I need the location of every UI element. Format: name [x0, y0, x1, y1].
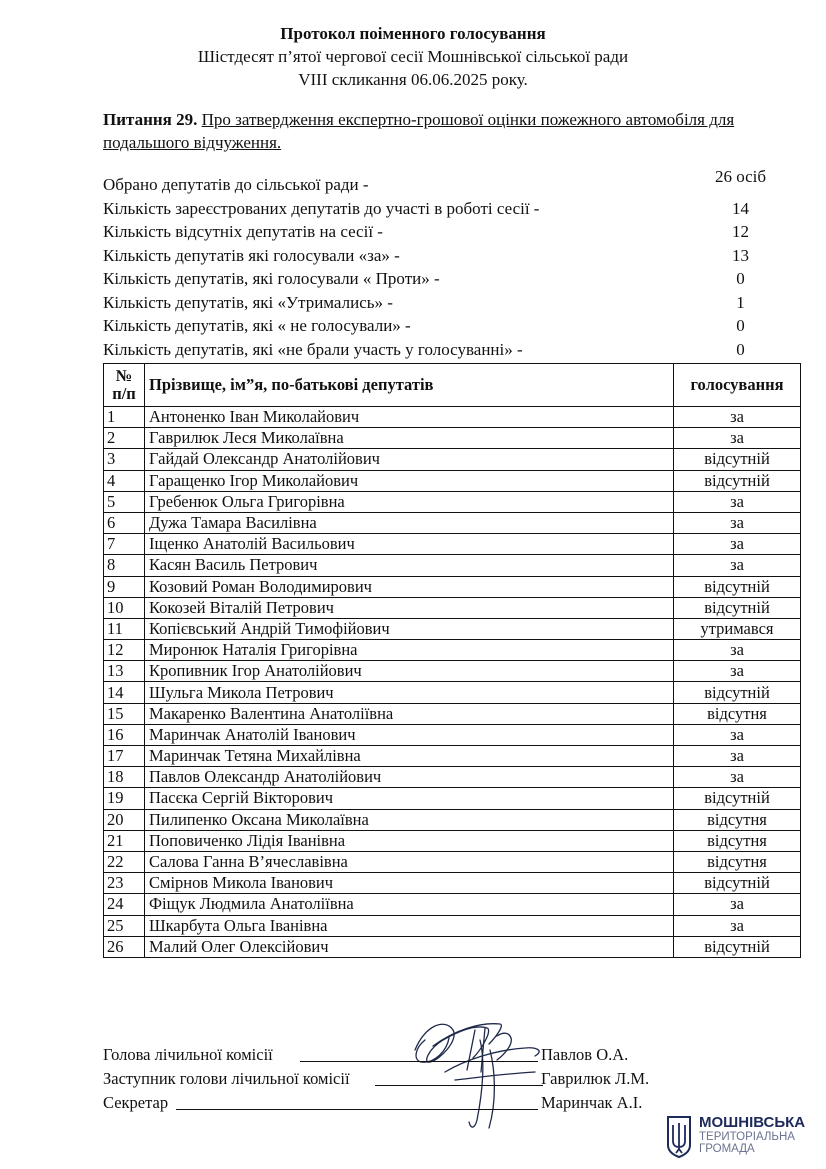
vote-result: за — [674, 555, 801, 576]
vote-result: відсутній — [674, 576, 801, 597]
vote-result: утримався — [674, 618, 801, 639]
signer-role: Секретар — [103, 1093, 169, 1112]
trident-icon — [665, 1115, 693, 1159]
vote-result: відсутній — [674, 449, 801, 470]
vote-statistics — [103, 167, 803, 361]
stat-value: 0 — [736, 339, 745, 359]
table-row — [104, 555, 801, 576]
community-logo — [665, 1113, 815, 1161]
stat-label: Кількість депутатів, які «Утримались» - — [103, 292, 393, 312]
table-row — [104, 915, 801, 936]
deputy-name: Поповиченко Лідія Іванівна — [145, 830, 674, 851]
table-row — [104, 512, 801, 533]
vote-result: відсутній — [674, 873, 801, 894]
row-number: 7 — [104, 534, 145, 555]
stat-value: 0 — [736, 269, 745, 288]
signer-name: Павлов О.А. — [541, 1045, 629, 1064]
vote-result: за — [674, 407, 801, 428]
stat-label: Кількість депутатів, які голосували « Проти» - — [103, 269, 440, 288]
signer-name: Гаврилюк Л.М. — [541, 1069, 650, 1088]
stat-row — [103, 314, 803, 338]
signature-line — [300, 1061, 538, 1062]
deputy-name: Маринчак Тетяна Михайлівна — [145, 746, 674, 767]
deputy-name: Кокозей Віталій Петрович — [145, 597, 674, 618]
deputy-name: Павлов Олександр Анатолійович — [145, 767, 674, 788]
table-row — [104, 661, 801, 682]
vote-result: відсутня — [674, 830, 801, 851]
table-body — [104, 407, 801, 958]
vote-result: за — [674, 640, 801, 661]
stat-label: Кількість депутатів, які « не голосували» - — [103, 316, 411, 335]
document-title: Протокол поіменного голосування — [280, 24, 546, 43]
signature-row — [103, 1091, 703, 1115]
document-header — [0, 22, 826, 91]
stat-value: 13 — [732, 245, 749, 265]
deputy-name: Антоненко Іван Миколайович — [145, 407, 674, 428]
table-row — [104, 724, 801, 745]
table-row — [104, 851, 801, 872]
row-number: 3 — [104, 449, 145, 470]
deputy-name: Малий Олег Олексійович — [145, 936, 674, 957]
table-row — [104, 534, 801, 555]
table-row — [104, 640, 801, 661]
stat-row — [103, 267, 803, 291]
convocation-line: VIII скликання 06.06.2025 року. — [298, 70, 528, 89]
deputy-name: Гребенюк Ольга Григорівна — [145, 491, 674, 512]
row-number: 21 — [104, 830, 145, 851]
row-number: 26 — [104, 936, 145, 957]
table-row — [104, 682, 801, 703]
deputy-name: Іщенко Анатолій Васильович — [145, 534, 674, 555]
logo-line3: ГРОМАДА — [699, 1143, 755, 1155]
deputy-name: Салова Ганна В’ячеславівна — [145, 851, 674, 872]
col-number-header-line2: п/п — [112, 384, 136, 403]
row-number: 18 — [104, 767, 145, 788]
vote-result: за — [674, 894, 801, 915]
col-name-header: Прізвище, ім”я, по-батькові депутатів — [145, 364, 674, 407]
table-row — [104, 597, 801, 618]
signature-line — [375, 1085, 543, 1086]
vote-result: відсутній — [674, 597, 801, 618]
deputy-name: Миронюк Наталія Григорівна — [145, 640, 674, 661]
row-number: 16 — [104, 724, 145, 745]
deputy-name: Гаращенко Ігор Миколайович — [145, 470, 674, 491]
table-row — [104, 830, 801, 851]
deputy-name: Копієвський Андрій Тимофійович — [145, 618, 674, 639]
question-number: Питання 29. — [103, 110, 198, 129]
row-number: 25 — [104, 915, 145, 936]
agenda-question — [103, 108, 803, 154]
table-row — [104, 809, 801, 830]
stat-label: Кількість відсутніх депутатів на сесії - — [103, 222, 383, 241]
deputy-name: Шкарбута Ольга Іванівна — [145, 915, 674, 936]
table-row — [104, 788, 801, 809]
vote-result: за — [674, 767, 801, 788]
vote-result: за — [674, 915, 801, 936]
row-number: 13 — [104, 661, 145, 682]
vote-result: за — [674, 491, 801, 512]
signer-role: Голова лічильної комісії — [103, 1045, 273, 1064]
row-number: 14 — [104, 682, 145, 703]
row-number: 8 — [104, 555, 145, 576]
stat-label: Обрано депутатів до сільської ради - — [103, 175, 369, 194]
deputy-name: Кропивник Ігор Анатолійович — [145, 661, 674, 682]
table-row — [104, 894, 801, 915]
col-number-header — [104, 364, 145, 407]
stat-value: 0 — [736, 316, 745, 335]
table-header-row — [104, 364, 801, 407]
row-number: 11 — [104, 618, 145, 639]
deputy-name: Пилипенко Оксана Миколаївна — [145, 809, 674, 830]
deputy-name: Гайдай Олександр Анатолійович — [145, 449, 674, 470]
table-row — [104, 449, 801, 470]
row-number: 19 — [104, 788, 145, 809]
row-number: 1 — [104, 407, 145, 428]
session-line: Шістдесят п’ятої чергової сесії Мошнівської сільської ради — [197, 47, 629, 66]
vote-result: за — [674, 428, 801, 449]
row-number: 23 — [104, 873, 145, 894]
signer-role: Заступник голови лічильної комісії — [103, 1069, 350, 1088]
stat-row — [103, 338, 803, 362]
vote-result: за — [674, 534, 801, 555]
table-row — [104, 576, 801, 597]
commission-signatures — [103, 1043, 703, 1115]
row-number: 12 — [104, 640, 145, 661]
row-number: 15 — [104, 703, 145, 724]
stat-value: 1 — [736, 292, 745, 312]
deputy-name: Смірнов Микола Іванович — [145, 873, 674, 894]
vote-result: відсутній — [674, 682, 801, 703]
table-row — [104, 767, 801, 788]
table-row — [104, 491, 801, 512]
vote-result: відсутній — [674, 470, 801, 491]
vote-result: відсутня — [674, 703, 801, 724]
vote-result: відсутній — [674, 788, 801, 809]
table-row — [104, 703, 801, 724]
col-number-header-line1: № — [115, 366, 133, 385]
table-row — [104, 407, 801, 428]
vote-result: відсутня — [674, 851, 801, 872]
signature-row — [103, 1067, 703, 1091]
vote-result: відсутній — [674, 936, 801, 957]
stat-value: 26 осіб — [714, 167, 767, 186]
question-text: Про затвердження експертно-грошової оцінки пожежного автомобіля для подальшого відчуження. — [103, 110, 735, 152]
deputy-name: Козовий Роман Володимирович — [145, 576, 674, 597]
row-number: 20 — [104, 809, 145, 830]
table-row — [104, 873, 801, 894]
stat-row — [103, 291, 803, 315]
stat-label: Кількість депутатів, які «не брали участь у голосуванні» - — [103, 339, 523, 359]
signature-row — [103, 1043, 703, 1067]
table-row — [104, 746, 801, 767]
table-row — [104, 428, 801, 449]
deputy-name: Дужа Тамара Василівна — [145, 512, 674, 533]
logo-text — [699, 1115, 805, 1155]
deputy-name: Фіщук Людмила Анатоліївна — [145, 894, 674, 915]
deputy-name: Макаренко Валентина Анатоліївна — [145, 703, 674, 724]
stat-row — [103, 244, 803, 268]
col-vote-header: голосування — [674, 364, 801, 407]
stat-row — [103, 220, 803, 244]
row-number: 22 — [104, 851, 145, 872]
stat-row — [103, 167, 803, 197]
roll-call-table — [103, 363, 801, 958]
stat-label: Кількість депутатів які голосували «за» - — [103, 245, 400, 265]
table-row — [104, 936, 801, 957]
row-number: 17 — [104, 746, 145, 767]
row-number: 2 — [104, 428, 145, 449]
logo-line1: МОШНІВСЬКА — [699, 1114, 806, 1131]
deputy-name: Гаврилюк Леся Миколаївна — [145, 428, 674, 449]
row-number: 5 — [104, 491, 145, 512]
table-row — [104, 618, 801, 639]
deputy-name: Пасєка Сергій Вікторович — [145, 788, 674, 809]
deputy-name: Шульга Микола Петрович — [145, 682, 674, 703]
deputy-name: Маринчак Анатолій Іванович — [145, 724, 674, 745]
vote-result: за — [674, 724, 801, 745]
stat-row — [103, 197, 803, 221]
row-number: 10 — [104, 597, 145, 618]
stat-value: 14 — [732, 198, 749, 218]
signer-name: Маринчак А.І. — [541, 1093, 643, 1112]
signature-line — [176, 1109, 538, 1110]
logo-line2: ТЕРИТОРІАЛЬНА — [699, 1131, 795, 1143]
row-number: 4 — [104, 470, 145, 491]
stat-label: Кількість зареєстрованих депутатів до участі в роботі сесії - — [103, 198, 540, 218]
row-number: 9 — [104, 576, 145, 597]
vote-result: відсутня — [674, 809, 801, 830]
stat-value: 12 — [732, 222, 749, 241]
deputy-name: Касян Василь Петрович — [145, 555, 674, 576]
vote-result: за — [674, 661, 801, 682]
vote-result: за — [674, 512, 801, 533]
table-row — [104, 470, 801, 491]
row-number: 24 — [104, 894, 145, 915]
row-number: 6 — [104, 512, 145, 533]
vote-result: за — [674, 746, 801, 767]
